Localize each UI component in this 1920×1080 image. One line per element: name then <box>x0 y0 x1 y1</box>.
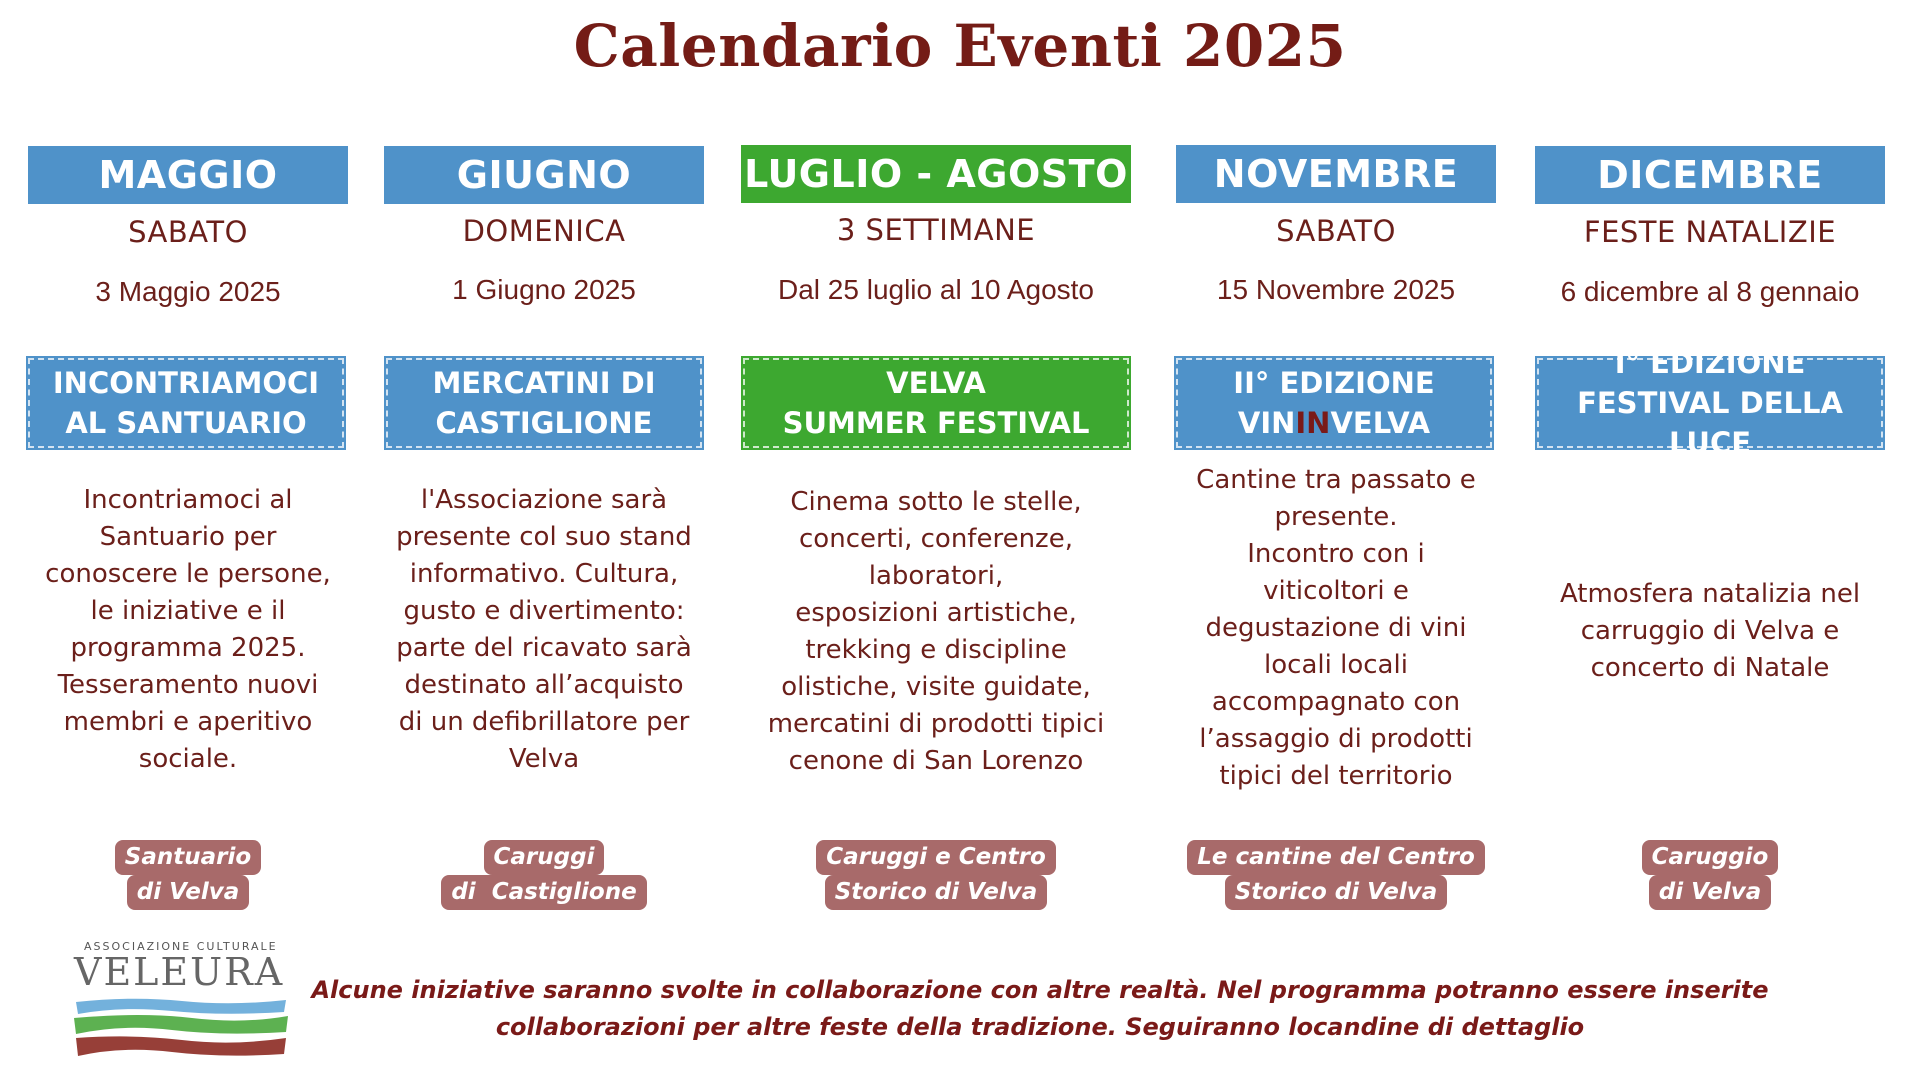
description-line: sociale. <box>138 744 238 774</box>
description-line: concerti, conferenze, <box>799 524 1073 554</box>
event-column-maggio <box>28 0 348 1080</box>
description-line: cenone di San Lorenzo <box>788 746 1084 776</box>
day-label: SABATO <box>128 215 248 249</box>
vininvelva-highlight: IN <box>1295 406 1331 440</box>
veleura-logo <box>72 940 290 1062</box>
description-line: presente col suo stand <box>396 522 692 552</box>
event-title-line: CASTIGLIONE <box>435 406 653 440</box>
description-line: Velva <box>508 744 580 774</box>
logo-subtitle: ASSOCIAZIONE CULTURALE <box>84 940 278 953</box>
event-title-line: SUMMER FESTIVAL <box>782 406 1090 440</box>
date-label: Dal 25 luglio al 10 Agosto <box>778 274 1094 305</box>
date-label: 3 Maggio 2025 <box>95 276 281 307</box>
description-line: Cinema sotto le stelle, <box>790 487 1082 517</box>
description-line: programma 2025. <box>70 633 306 663</box>
description-line: viticoltori e <box>1263 576 1409 606</box>
description-line: Incontriamoci al <box>83 485 293 515</box>
description-line: degustazione di vini <box>1205 613 1467 643</box>
description-line: olistiche, visite guidate, <box>781 672 1091 702</box>
event-title-line: II° EDIZIONE <box>1233 366 1435 400</box>
location-badge <box>1176 840 1496 910</box>
description-line: di un defibrillatore per <box>398 707 690 737</box>
location-line: di Velva <box>127 875 249 910</box>
description-line: trekking e discipline <box>805 635 1067 665</box>
event-title-line: INCONTRIAMOCI <box>52 366 320 400</box>
event-title-line: I° EDIZIONE <box>1614 346 1806 380</box>
location-badge <box>384 840 704 910</box>
description-line: tipici del territorio <box>1219 761 1453 791</box>
description-line: l'Associazione sarà <box>420 485 668 515</box>
date-label: 6 dicembre al 8 gennaio <box>1560 276 1860 307</box>
description-line: Tesseramento nuovi <box>57 670 319 700</box>
description-line: gusto e divertimento: <box>403 596 685 626</box>
event-title-line: VELVA <box>886 366 986 400</box>
event-column-giugno <box>384 0 704 1080</box>
event-description <box>34 482 342 778</box>
event-title-line: MERCATINI DI <box>432 366 656 400</box>
event-column-dicembre <box>1535 0 1885 1080</box>
description-line: l’assaggio di prodotti <box>1199 724 1473 754</box>
location-line: Caruggio <box>1642 840 1779 875</box>
event-title-line: FESTIVAL DELLA LUCE <box>1577 386 1843 460</box>
page-title: Calendario Eventi 2025 <box>573 12 1347 80</box>
event-description <box>747 484 1125 780</box>
description-line: Atmosfera natalizia nel <box>1559 579 1861 609</box>
month-header: MAGGIO <box>28 146 348 204</box>
event-title-line: AL SANTUARIO <box>65 406 307 440</box>
day-label: 3 SETTIMANE <box>836 213 1036 247</box>
description-line: Incontro con i <box>1247 539 1425 569</box>
day-label: DOMENICA <box>462 214 626 248</box>
date-label: 15 Novembre 2025 <box>1216 274 1456 305</box>
location-line: Storico di Velva <box>825 875 1048 910</box>
location-line: Storico di Velva <box>1225 875 1448 910</box>
description-line: informativo. Cultura, <box>409 559 679 589</box>
event-title-line: VININVELVA <box>1237 406 1431 440</box>
month-header: GIUGNO <box>384 146 704 204</box>
description-line: Santuario per <box>99 522 277 552</box>
month-header: NOVEMBRE <box>1176 145 1496 203</box>
event-title-box <box>26 356 346 450</box>
event-description <box>1182 462 1490 795</box>
day-label: SABATO <box>1276 214 1396 248</box>
location-badge <box>741 840 1131 910</box>
description-line: membri e aperitivo <box>63 707 313 737</box>
description-line: parte del ricavato sarà <box>396 633 692 663</box>
location-line: Caruggi <box>484 840 605 875</box>
location-line: Santuario <box>115 840 261 875</box>
description-line: le iniziative e il <box>90 596 286 626</box>
description-line: locali locali <box>1264 650 1408 680</box>
event-title-box <box>741 356 1131 450</box>
location-badge <box>28 840 348 910</box>
day-label: FESTE NATALIZIE <box>1583 215 1837 249</box>
event-column-novembre <box>1176 0 1496 1080</box>
description-line: mercatini di prodotti tipici <box>767 709 1105 739</box>
description-line: conoscere le persone, <box>45 559 331 589</box>
description-line: destinato all’acquisto <box>404 670 684 700</box>
event-description <box>390 482 698 778</box>
description-line: laboratori, <box>868 561 1004 591</box>
location-line: di Castiglione <box>441 875 646 910</box>
event-description <box>1541 576 1879 687</box>
description-line: concerto di Natale <box>1590 653 1830 683</box>
location-badge <box>1535 840 1885 910</box>
location-line: Caruggi e Centro <box>816 840 1056 875</box>
description-line: accompagnato con <box>1211 687 1461 717</box>
event-title-box <box>384 356 704 450</box>
month-header: DICEMBRE <box>1535 146 1885 204</box>
footer-line: collaborazioni per altre feste della tradizione. Seguiranno locandine di dettaglio <box>495 1013 1585 1041</box>
month-header: LUGLIO - AGOSTO <box>741 145 1131 203</box>
location-line: Le cantine del Centro <box>1187 840 1485 875</box>
description-line: esposizioni artistiche, <box>795 598 1077 628</box>
description-line: presente. <box>1274 502 1398 532</box>
location-line: di Velva <box>1649 875 1771 910</box>
logo-name: VELEURA <box>74 950 285 994</box>
event-title-box <box>1174 356 1494 450</box>
description-line: Cantine tra passato e <box>1196 465 1476 495</box>
logo-stripes-graphic <box>72 996 290 1062</box>
date-label: 1 Giugno 2025 <box>452 274 636 305</box>
description-line: carruggio di Velva e <box>1580 616 1840 646</box>
footer-line: Alcune iniziative saranno svolte in collaborazione con altre realtà. Nel programma potranno essere inserite <box>311 976 1769 1004</box>
footer-note <box>300 972 1780 1046</box>
event-title-box <box>1535 346 1885 460</box>
event-column-luglio-agosto <box>741 0 1131 1080</box>
